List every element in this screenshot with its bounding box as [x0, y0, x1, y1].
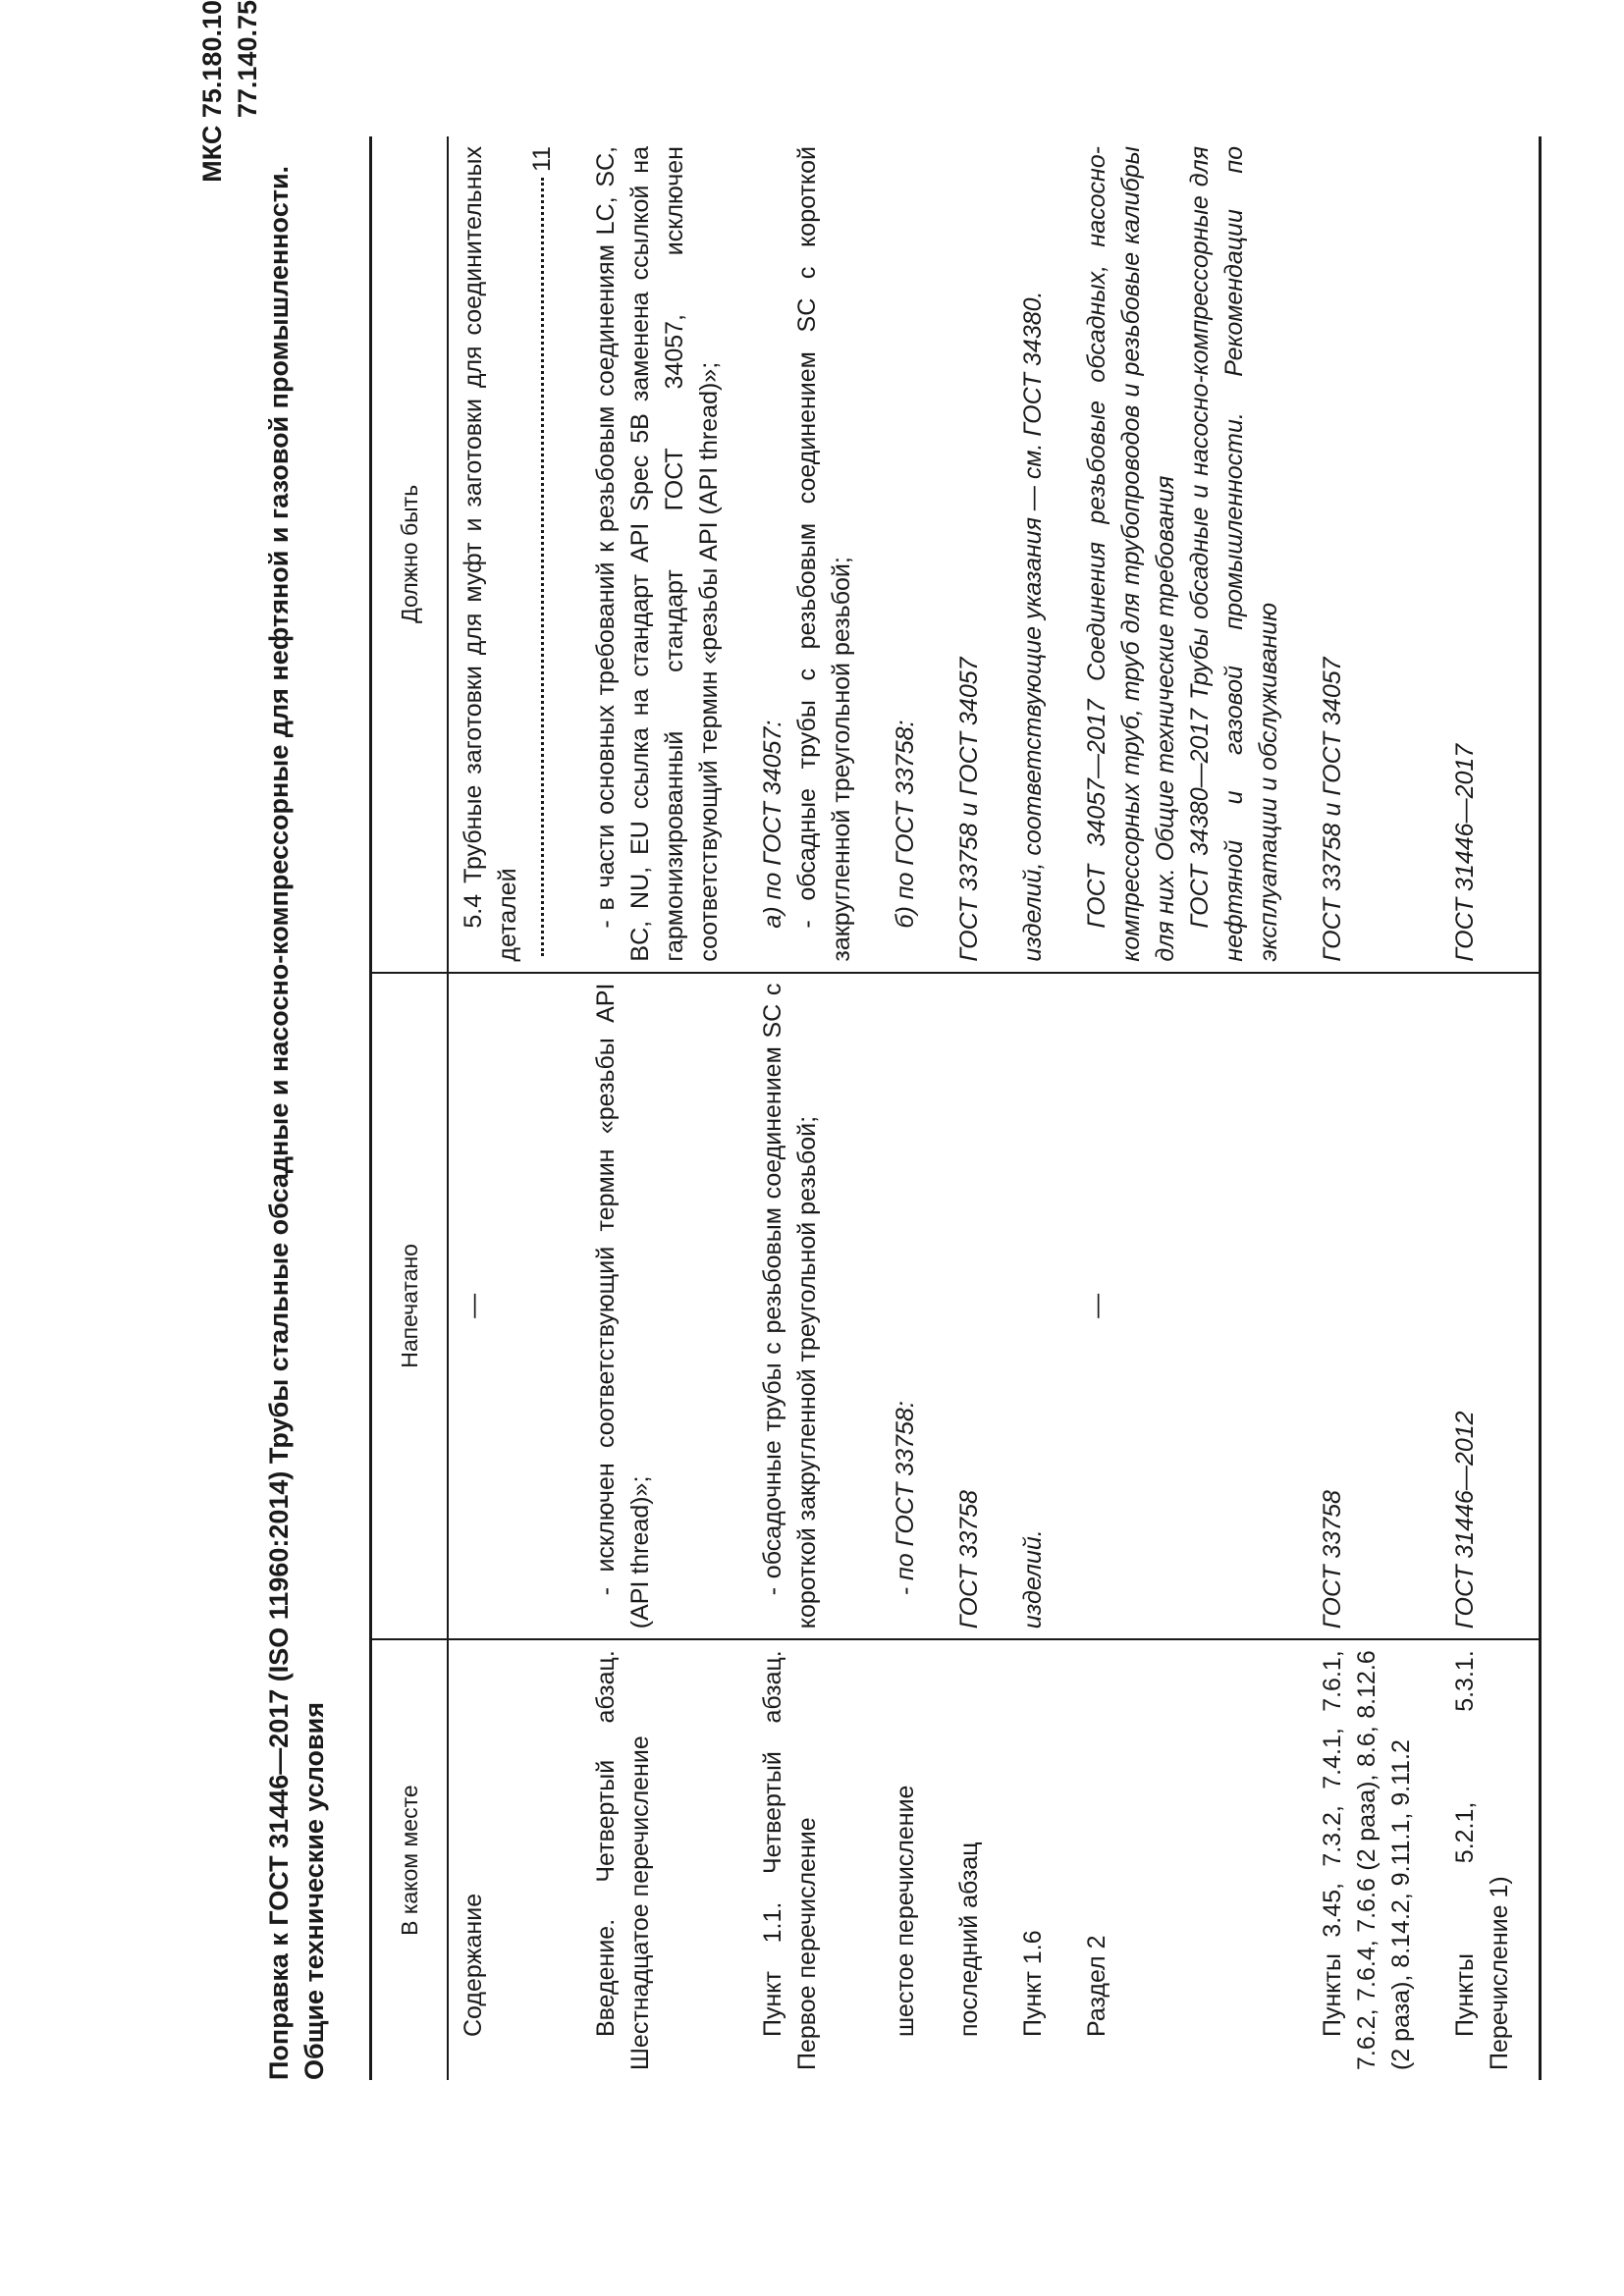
place-cell: Содержание: [460, 1893, 487, 2037]
mks-code-2: 77.140.75: [233, 0, 262, 119]
printed-cell: —: [1072, 973, 1308, 1640]
document-title: Поправка к ГОСТ 31446—2017 (ISO 11960:2014) Трубы стальные обсадные и насосно-компрессорные для нефтяной и газовой промышленности. Общие технические условия: [264, 165, 329, 2080]
amendment-table: [369, 136, 1542, 2080]
place-cell: Пункт 1.6: [1019, 1930, 1047, 2037]
table-row: [748, 136, 881, 2080]
place-cell: шестое перечисление: [892, 1785, 919, 2037]
should-cell: ГОСТ 33758 и ГОСТ 34057: [1308, 136, 1440, 973]
mks-codes: [194, 0, 265, 183]
table-row: [581, 136, 748, 2080]
table-header-row: [371, 136, 449, 2080]
page-number: 11: [528, 146, 556, 172]
should-cell: изделий, соответствующие указания — см. ГОСТ 34380.: [1008, 136, 1072, 973]
printed-cell: изделий.: [1008, 973, 1072, 1640]
column-header-printed: Напечатано: [371, 973, 449, 1640]
should-cell: [448, 136, 581, 973]
table-row: [945, 136, 1008, 2080]
printed-cell: - по ГОСТ 33758:: [881, 973, 945, 1640]
table-row: [1308, 136, 1440, 2080]
should-cell: [1072, 136, 1308, 973]
table-row: [1008, 136, 1072, 2080]
place-cell: Введение. Четвертый абзац. Шестнадцатое перечисление: [592, 1650, 654, 2070]
should-text-a: ГОСТ 34057—2017 Соединения резьбовые обсадных, насосно-компрессорных труб, труб для трубопроводов и резьбовые калибры для них. Общие технические требования: [1083, 146, 1179, 962]
table-row: [1440, 136, 1541, 2080]
printed-cell: - исключен соответствующий термин «резьбы API (API thread)»;: [581, 973, 748, 1640]
table-row: [448, 136, 581, 2080]
place-cell: последний абзац: [955, 1842, 983, 2037]
table-row: [881, 136, 945, 2080]
should-text: 5.4 Трубные заготовки для муфт и заготовки для соединительных деталей: [460, 146, 521, 962]
should-cell: ГОСТ 33758 и ГОСТ 34057: [945, 136, 1008, 973]
should-intro: а) по ГОСТ 34057:: [759, 720, 786, 929]
should-text-b: ГОСТ 34380—2017 Трубы обсадные и насосно-компрессорные для нефтяной и газовой промышленности. Рекомендации по эксплуатации и обслуживанию: [1186, 146, 1282, 962]
should-text: - обсадные трубы с резьбовым соединением SC с короткой закругленной треугольной резьбой;: [793, 146, 855, 962]
column-header-place: В каком месте: [371, 1639, 449, 2080]
should-cell: [748, 136, 881, 973]
table-row: [1072, 136, 1308, 2080]
place-cell: Раздел 2: [1083, 1935, 1110, 2037]
dot-leader: [525, 146, 560, 962]
printed-cell: ГОСТ 33758: [1308, 973, 1440, 1640]
printed-cell: - обсадочные трубы с резьбовым соединением SC с короткой закругленной треугольной резьбой;: [748, 973, 881, 1640]
should-cell: - в части основных требований к резьбовым соединениям LC, SC, BC, NU, EU ссылка на стандарт API Spec 5B заменена ссылкой на гармонизированный стандарт ГОСТ 34057, исключен соответствующий термин «резьбы API (API thread)»;: [581, 136, 748, 973]
column-header-should-be: Должно быть: [371, 136, 449, 973]
printed-cell: ГОСТ 33758: [945, 973, 1008, 1640]
should-cell: б) по ГОСТ 33758:: [881, 136, 945, 973]
place-cell: Пункты 5.2.1, 5.3.1. Перечисление 1): [1440, 1639, 1541, 2080]
place-cell: Пункт 1.1. Четвертый абзац. Первое перечисление: [759, 1650, 821, 2070]
place-cell: Пункты 3.45, 7.3.2, 7.4.1, 7.6.1, 7.6.2, 7.6.4, 7.6.6 (2 раза), 8.6, 8.12.6 (2 раза), 8.14.2, 9.11.1, 9.11.2: [1319, 1650, 1415, 2070]
printed-cell: ГОСТ 31446—2012: [1440, 973, 1541, 1640]
should-cell: ГОСТ 31446—2017: [1440, 136, 1541, 973]
mks-code-1: МКС 75.180.10: [197, 0, 227, 183]
printed-cell: —: [448, 973, 581, 1640]
